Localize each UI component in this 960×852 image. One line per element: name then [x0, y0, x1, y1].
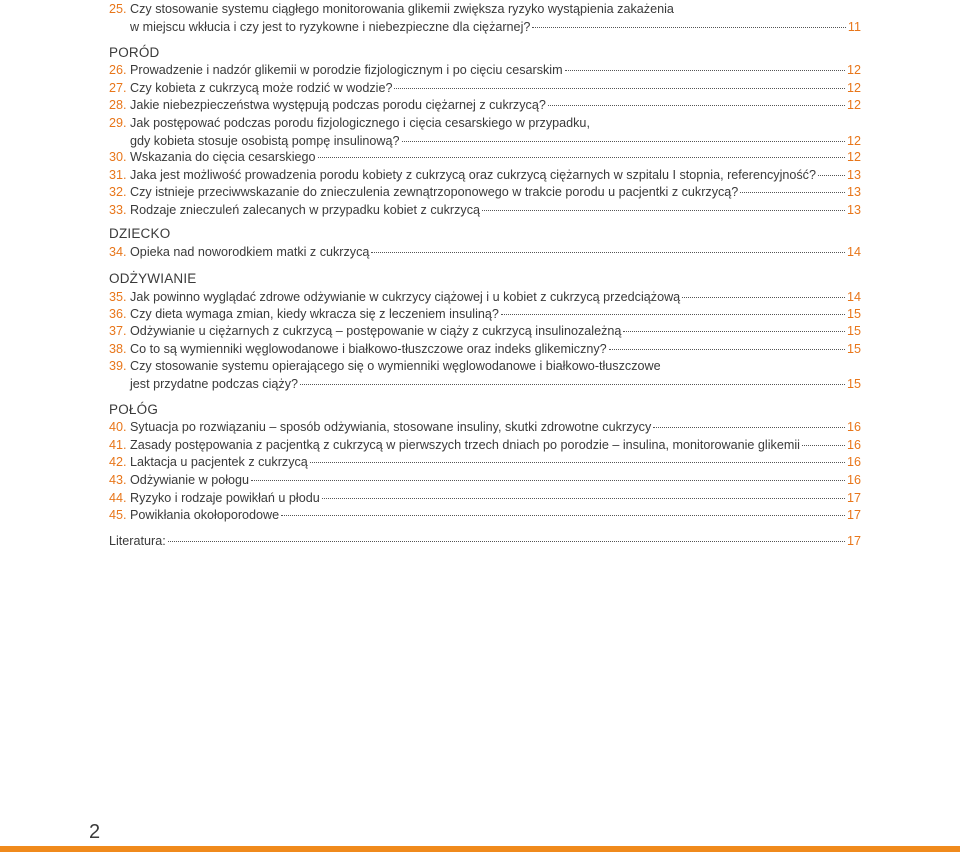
entry-title: Literatura: — [109, 534, 166, 548]
entry-page-number: 13 — [846, 203, 861, 217]
section-heading: ODŻYWIANIE — [109, 271, 197, 286]
dot-leader — [623, 331, 845, 332]
entry-title-continued: w miejscu wkłucia i czy jest to ryzykowne i niebezpieczne dla ciężarnej? — [130, 20, 531, 34]
dot-leader — [402, 141, 845, 142]
toc-entry[interactable] — [109, 243, 861, 261]
entry-page-number: 13 — [846, 168, 861, 182]
entry-number: 32. — [109, 185, 127, 199]
entry-number: 41. — [109, 438, 127, 452]
dot-leader — [653, 427, 845, 428]
entry-number: 45. — [109, 508, 127, 522]
dot-leader — [548, 105, 845, 106]
dot-leader — [818, 175, 845, 176]
entry-page-number: 15 — [846, 307, 861, 321]
entry-number: 37. — [109, 324, 127, 338]
toc-entry[interactable] — [109, 506, 861, 524]
toc-entry[interactable] — [109, 418, 861, 436]
dot-leader — [609, 349, 845, 350]
dot-leader — [371, 252, 845, 253]
toc-entry[interactable] — [109, 114, 861, 150]
entry-title: Ryzyko i rodzaje powikłań u płodu — [130, 491, 320, 505]
entry-page-number: 12 — [846, 81, 861, 95]
dot-leader — [532, 27, 846, 28]
entry-title-continued: gdy kobieta stosuje osobistą pompę insulinową? — [130, 134, 400, 148]
entry-page-number: 15 — [846, 377, 861, 391]
entry-title: Sytuacja po rozwiązaniu – sposób odżywiania, stosowane insuliny, skutki zdrowotne cukrzycy — [130, 420, 652, 434]
dot-leader — [565, 70, 845, 71]
entry-title: Powikłania okołoporodowe — [130, 508, 280, 522]
entry-page-number: 17 — [846, 508, 861, 522]
entry-page-number: 11 — [847, 20, 861, 34]
toc-entry-literature[interactable] — [109, 532, 861, 550]
entry-title: Co to są wymienniki węglowodanowe i białkowo-tłuszczowe oraz indeks glikemiczny? — [130, 342, 607, 356]
page-number: 2 — [89, 821, 101, 843]
entry-number: 28. — [109, 98, 127, 112]
entry-number: 33. — [109, 203, 127, 217]
dot-leader — [318, 157, 845, 158]
toc-entry[interactable] — [109, 61, 861, 79]
entry-number: 30. — [109, 150, 127, 164]
entry-number: 43. — [109, 473, 127, 487]
bottom-accent-bar — [0, 846, 960, 852]
toc-entry[interactable] — [109, 166, 861, 184]
entry-page-number: 14 — [846, 290, 861, 304]
toc-entry[interactable] — [109, 79, 861, 97]
entry-page-number: 16 — [846, 420, 861, 434]
entry-title: Czy stosowanie systemu opierającego się o wymienniki węglowodanowe i białkowo-tłuszczowe — [130, 359, 661, 373]
dot-leader — [281, 515, 845, 516]
toc-entry[interactable] — [109, 201, 861, 219]
dot-leader — [740, 192, 845, 193]
entry-page-number: 15 — [846, 342, 861, 356]
entry-page-number: 17 — [846, 491, 861, 505]
entry-page-number: 14 — [846, 245, 861, 259]
entry-title: Zasady postępowania z pacjentką z cukrzycą w pierwszych trzech dniach po porodzie – insulina, monitorowanie glikemii — [130, 438, 800, 452]
entry-title: Jakie niebezpieczeństwa występują podczas porodu ciężarnej z cukrzycą? — [130, 98, 546, 112]
toc-entry[interactable] — [109, 436, 861, 454]
entry-number: 26. — [109, 63, 127, 77]
dot-leader — [300, 384, 845, 385]
dot-leader — [394, 88, 845, 89]
dot-leader — [682, 297, 845, 298]
dot-leader — [251, 480, 845, 481]
toc-entry[interactable] — [109, 453, 861, 471]
entry-title: Prowadzenie i nadzór glikemii w porodzie fizjologicznym i po cięciu cesarskim — [130, 63, 563, 77]
entry-number: 36. — [109, 307, 127, 321]
entry-page-number: 12 — [846, 63, 861, 77]
section-heading: POŁÓG — [109, 402, 159, 417]
entry-title: Czy stosowanie systemu ciągłego monitorowania glikemii zwiększa ryzyko wystąpienia zakażenia — [130, 2, 674, 16]
section-heading: DZIECKO — [109, 226, 171, 241]
entry-page-number: 12 — [846, 98, 861, 112]
dot-leader — [501, 314, 845, 315]
section-heading: PORÓD — [109, 45, 160, 60]
toc-entry[interactable] — [109, 489, 861, 507]
entry-title: Opieka nad noworodkiem matki z cukrzycą — [130, 245, 370, 259]
entry-number: 42. — [109, 455, 127, 469]
entry-number: 35. — [109, 290, 127, 304]
toc-entry[interactable] — [109, 340, 861, 358]
entry-number: 29. — [109, 116, 127, 130]
entry-number: 34. — [109, 245, 127, 259]
toc-entry[interactable] — [109, 0, 861, 36]
entry-title: Rodzaje znieczuleń zalecanych w przypadku kobiet z cukrzycą — [130, 203, 481, 217]
entry-title: Czy istnieje przeciwwskazanie do znieczulenia zewnątrzoponowego w trakcie porodu u pacjentki z cukrzycą? — [130, 185, 739, 199]
dot-leader — [310, 462, 845, 463]
entry-number: 38. — [109, 342, 127, 356]
entry-page-number: 16 — [846, 473, 861, 487]
toc-entry[interactable] — [109, 305, 861, 323]
entry-title: Odżywianie w połogu — [130, 473, 250, 487]
toc-entry[interactable] — [109, 288, 861, 306]
entry-page-number: 16 — [846, 438, 861, 452]
entry-page-number: 17 — [846, 534, 861, 548]
entry-title: Jaka jest możliwość prowadzenia porodu kobiety z cukrzycą oraz cukrzycą ciężarnych w szpitalu I stopnia, referencyjność? — [130, 168, 816, 182]
dot-leader — [802, 445, 845, 446]
toc-entry[interactable] — [109, 322, 861, 340]
dot-leader — [482, 210, 845, 211]
toc-entry[interactable] — [109, 471, 861, 489]
toc-entry[interactable] — [109, 148, 861, 166]
entry-title: Wskazania do cięcia cesarskiego — [130, 150, 316, 164]
entry-number: 25. — [109, 2, 127, 16]
entry-page-number: 13 — [846, 185, 861, 199]
entry-title-continued: jest przydatne podczas ciąży? — [130, 377, 299, 391]
entry-page-number: 15 — [846, 324, 861, 338]
entry-number: 39. — [109, 359, 127, 373]
entry-title: Czy dieta wymaga zmian, kiedy wkracza się z leczeniem insuliną? — [130, 307, 499, 321]
entry-number: 31. — [109, 168, 127, 182]
toc-entry[interactable] — [109, 357, 861, 393]
entry-page-number: 12 — [846, 134, 861, 148]
entry-title: Jak postępować podczas porodu fizjologicznego i cięcia cesarskiego w przypadku, — [130, 116, 590, 130]
entry-title: Laktacja u pacjentek z cukrzycą — [130, 455, 308, 469]
entry-title: Czy kobieta z cukrzycą może rodzić w wodzie? — [130, 81, 393, 95]
entry-page-number: 16 — [846, 455, 861, 469]
entry-title: Jak powinno wyglądać zdrowe odżywianie w cukrzycy ciążowej i u kobiet z cukrzycą przedciążową — [130, 290, 681, 304]
entry-number: 27. — [109, 81, 127, 95]
entry-number: 40. — [109, 420, 127, 434]
entry-number: 44. — [109, 491, 127, 505]
toc-entry[interactable] — [109, 183, 861, 201]
dot-leader — [322, 498, 845, 499]
toc-entry[interactable] — [109, 96, 861, 114]
dot-leader — [168, 541, 845, 542]
entry-title: Odżywianie u ciężarnych z cukrzycą – postępowanie w ciąży z cukrzycą insulinozależną — [130, 324, 622, 338]
entry-page-number: 12 — [846, 150, 861, 164]
